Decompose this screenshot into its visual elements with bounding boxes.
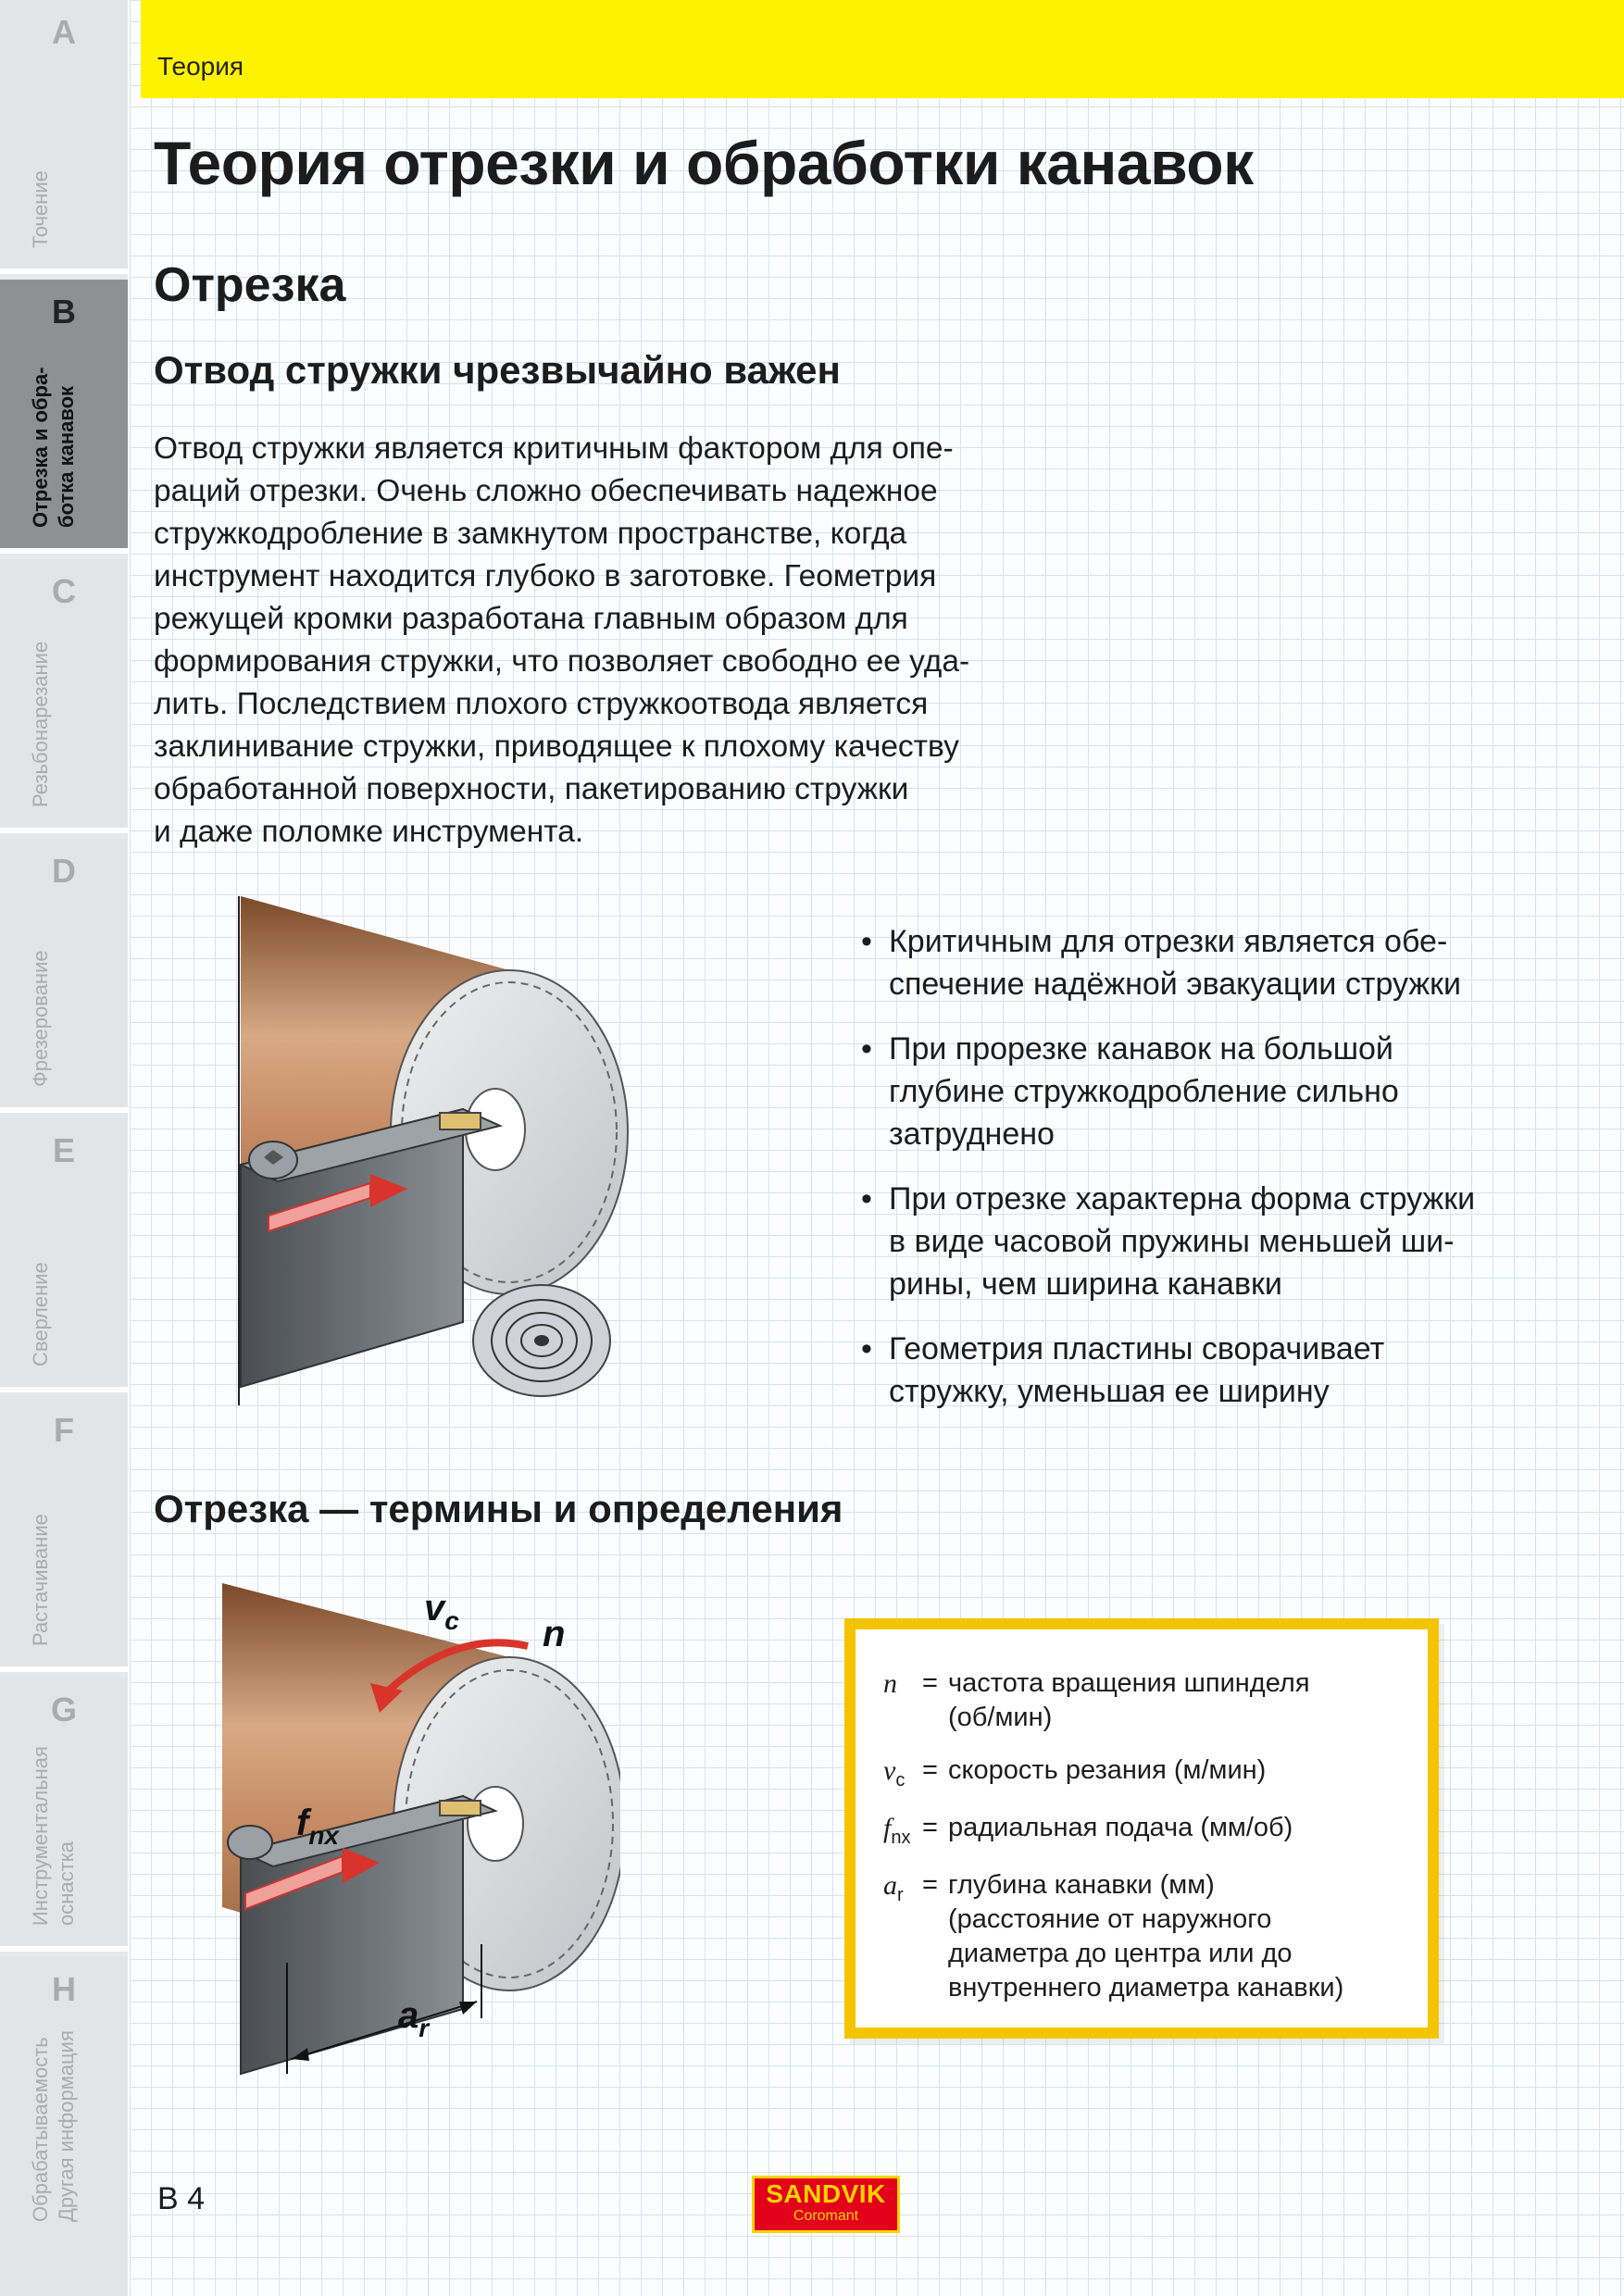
def-symbol: $f_{nx}$: [883, 1813, 911, 1848]
tab-g[interactable]: [0, 1678, 128, 1952]
tab-label: Сверление: [29, 1262, 52, 1366]
tab-a[interactable]: [0, 0, 128, 274]
tab-label: Отрезка и обра- ботка канавок: [29, 367, 78, 528]
tab-label: Инструментальная оснастка: [29, 1746, 78, 1926]
sandvik-coromant-logo: [752, 2176, 900, 2233]
section1-body-text: Отвод стружки является критичным фактором для опе- раций отрезки. Очень сложно обеспечивать надежное стружкодробление в замкнутом пространстве, когда инструмент находится глубоко в заготовке. Геометрия режущей кромки разработана главным образом для формирования стружки, что позволяет свободно ее уда- лить. Последствием плохого стружкоотвода является заклинивание стружки, приводящее к плохому качеству обработанной поверхности, пакетированию стружки и даже поломке инструмента.: [154, 431, 970, 849]
tab-letter: E: [52, 1131, 75, 1169]
tab-letter: B: [52, 293, 76, 331]
tab-e[interactable]: [0, 1118, 128, 1392]
bullet-item: [861, 920, 1546, 1005]
def-symbol: n: [883, 1668, 897, 1699]
tab-letter: A: [52, 13, 76, 51]
tab-c[interactable]: [0, 559, 128, 833]
page-number: B 4: [157, 2181, 206, 2216]
def-symbol: $v_c$: [883, 1755, 906, 1791]
tab-label: Растачивание: [29, 1514, 52, 1646]
section-header-band: [141, 0, 1624, 98]
label-vc: $v_c$: [424, 1588, 459, 1635]
tab-h[interactable]: [0, 1957, 128, 2296]
def-equals: =: [922, 1755, 938, 1785]
def-equals: =: [922, 1870, 938, 1900]
tab-label: Фрезерование: [29, 950, 52, 1087]
bullet-text: Геометрия пластины сворачивает стружку, уменьшая ее ширину: [889, 1331, 1385, 1409]
def-equals: =: [922, 1813, 938, 1842]
def-text: скорость резания (м/мин): [948, 1755, 1267, 1785]
bullet-item: [861, 1028, 1546, 1155]
page-title: Теория отрезки и обработки канавок: [154, 129, 1254, 197]
logo-line1: SANDVIK: [766, 2179, 886, 2208]
logo-line2: Coromant: [793, 2208, 859, 2224]
section1-body: [154, 428, 1043, 854]
tab-label: Резьбонарезание: [29, 641, 52, 807]
tab-f[interactable]: [0, 1398, 128, 1672]
def-text: глубина канавки (мм) (расстояние от наружного диаметра до центра или до внутреннего диаметра канавки): [948, 1870, 1344, 2003]
def-text: частота вращения шпинделя (об/мин): [948, 1668, 1310, 1732]
parting-terms-illustration: [213, 1574, 620, 2092]
section-name: Теория: [157, 52, 244, 81]
section-tabs: [0, 0, 128, 2296]
tab-letter: C: [52, 572, 76, 610]
label-n: n: [543, 1614, 566, 1654]
tab-letter: D: [52, 852, 76, 890]
bullet-text: При отрезке характерна форма стружки в виде часовой пружины меньшей ши- рины, чем ширина канавки: [889, 1181, 1476, 1302]
bullet-text: Критичным для отрезки является обе- спечение надёжной эвакуации стружки: [889, 924, 1461, 1002]
tab-label: Точение: [29, 170, 52, 248]
tab-d[interactable]: [0, 839, 128, 1113]
page-subtitle: Отрезка: [154, 258, 346, 312]
section2-heading: Отрезка — термины и определения: [154, 1487, 843, 1530]
tab-b[interactable]: [0, 280, 128, 554]
parting-off-illustration: [231, 887, 639, 1415]
label-ar: $a_r$: [398, 1995, 430, 2042]
def-symbol: $a_r$: [883, 1870, 904, 1905]
def-equals: =: [922, 1668, 938, 1698]
section1-heading: Отвод стружки чрезвычайно важен: [154, 348, 841, 392]
definitions-box: [844, 1618, 1439, 2039]
label-fnx: $f_{nx}$: [296, 1803, 340, 1850]
tab-letter: H: [52, 1970, 76, 2008]
bullet-text: При прорезке канавок на большой глубине стружкодробление сильно затруднено: [889, 1031, 1399, 1152]
bullet-item: [861, 1328, 1546, 1413]
bullet-item: [861, 1178, 1546, 1305]
def-text: радиальная подача (мм/об): [948, 1813, 1293, 1842]
tab-letter: G: [50, 1691, 77, 1728]
key-points-list: [861, 920, 1546, 1435]
tab-letter: F: [54, 1411, 74, 1449]
tab-label: Обрабатываемость Другая информация: [29, 2030, 78, 2222]
